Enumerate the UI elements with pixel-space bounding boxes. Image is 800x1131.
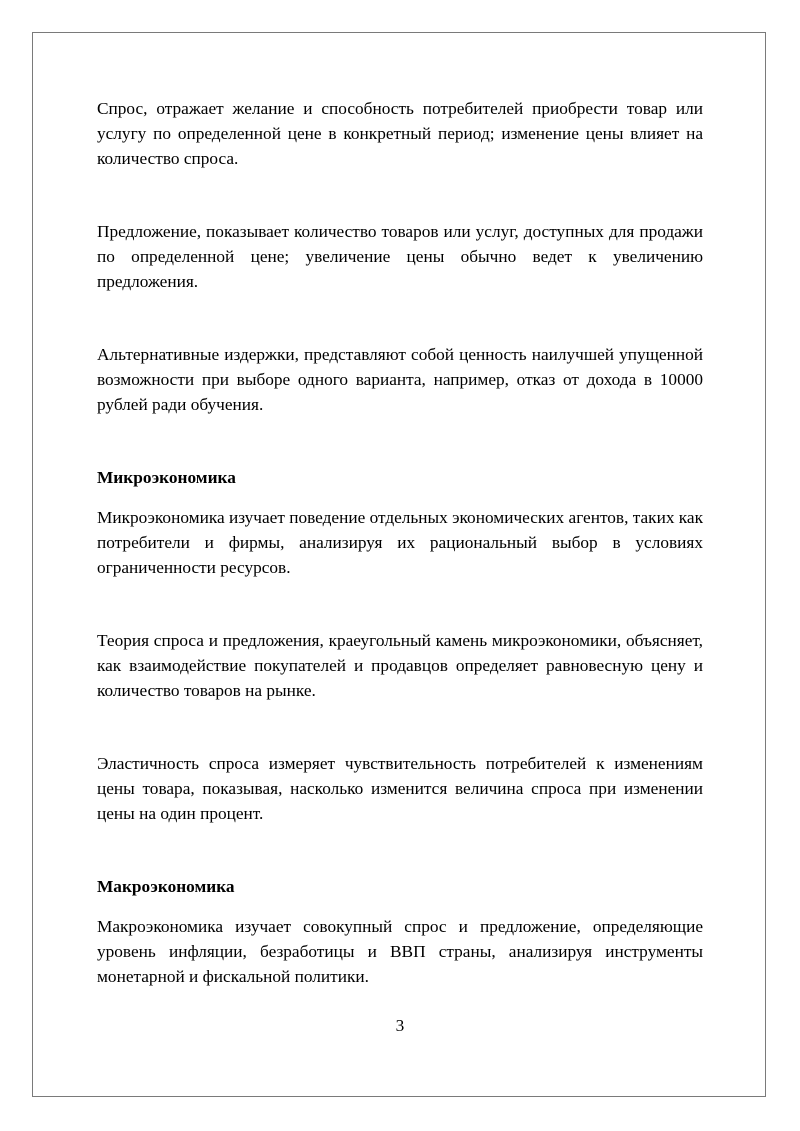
paragraph-supply-demand-theory: Теория спроса и предложения, краеугольный камень микроэкономики, объясняет, как взаимодействие покупателей и продавцов определяет равновесную цену и количество товаров на рынке. (97, 631, 703, 700)
paragraph-supply: Предложение, показывает количество товаров или услуг, доступных для продажи по определенной цене; увеличение цены обычно ведет к увеличению предложения. (97, 222, 703, 291)
paragraph-macroeconomics: Макроэкономика изучает совокупный спрос и предложение, определяющие уровень инфляции, безработицы и ВВП страны, анализируя инструменты монетарной и фискальной политики. (97, 917, 703, 986)
paragraph-opportunity-cost: Альтернативные издержки, представляют собой ценность наилучшей упущенной возможности при выборе одного варианта, например, отказ от дохода в 10000 рублей ради обучения. (97, 345, 703, 414)
document-body (97, 96, 703, 989)
paragraph-microeconomics: Микроэкономика изучает поведение отдельных экономических агентов, таких как потребители и фирмы, анализируя их рациональный выбор в условиях ограниченности ресурсов. (97, 508, 703, 577)
heading-macroeconomics: Макроэкономика (97, 877, 235, 896)
paragraph-demand: Спрос, отражает желание и способность потребителей приобрести товар или услугу по определенной цене в конкретный период; изменение цены влияет на количество спроса. (97, 99, 703, 168)
heading-microeconomics: Микроэкономика (97, 468, 236, 487)
paragraph-elasticity: Эластичность спроса измеряет чувствительность потребителей к изменениям цены товара, показывая, насколько изменится величина спроса при изменении цены на один процент. (97, 754, 703, 823)
page-number: 3 (395, 1016, 405, 1035)
